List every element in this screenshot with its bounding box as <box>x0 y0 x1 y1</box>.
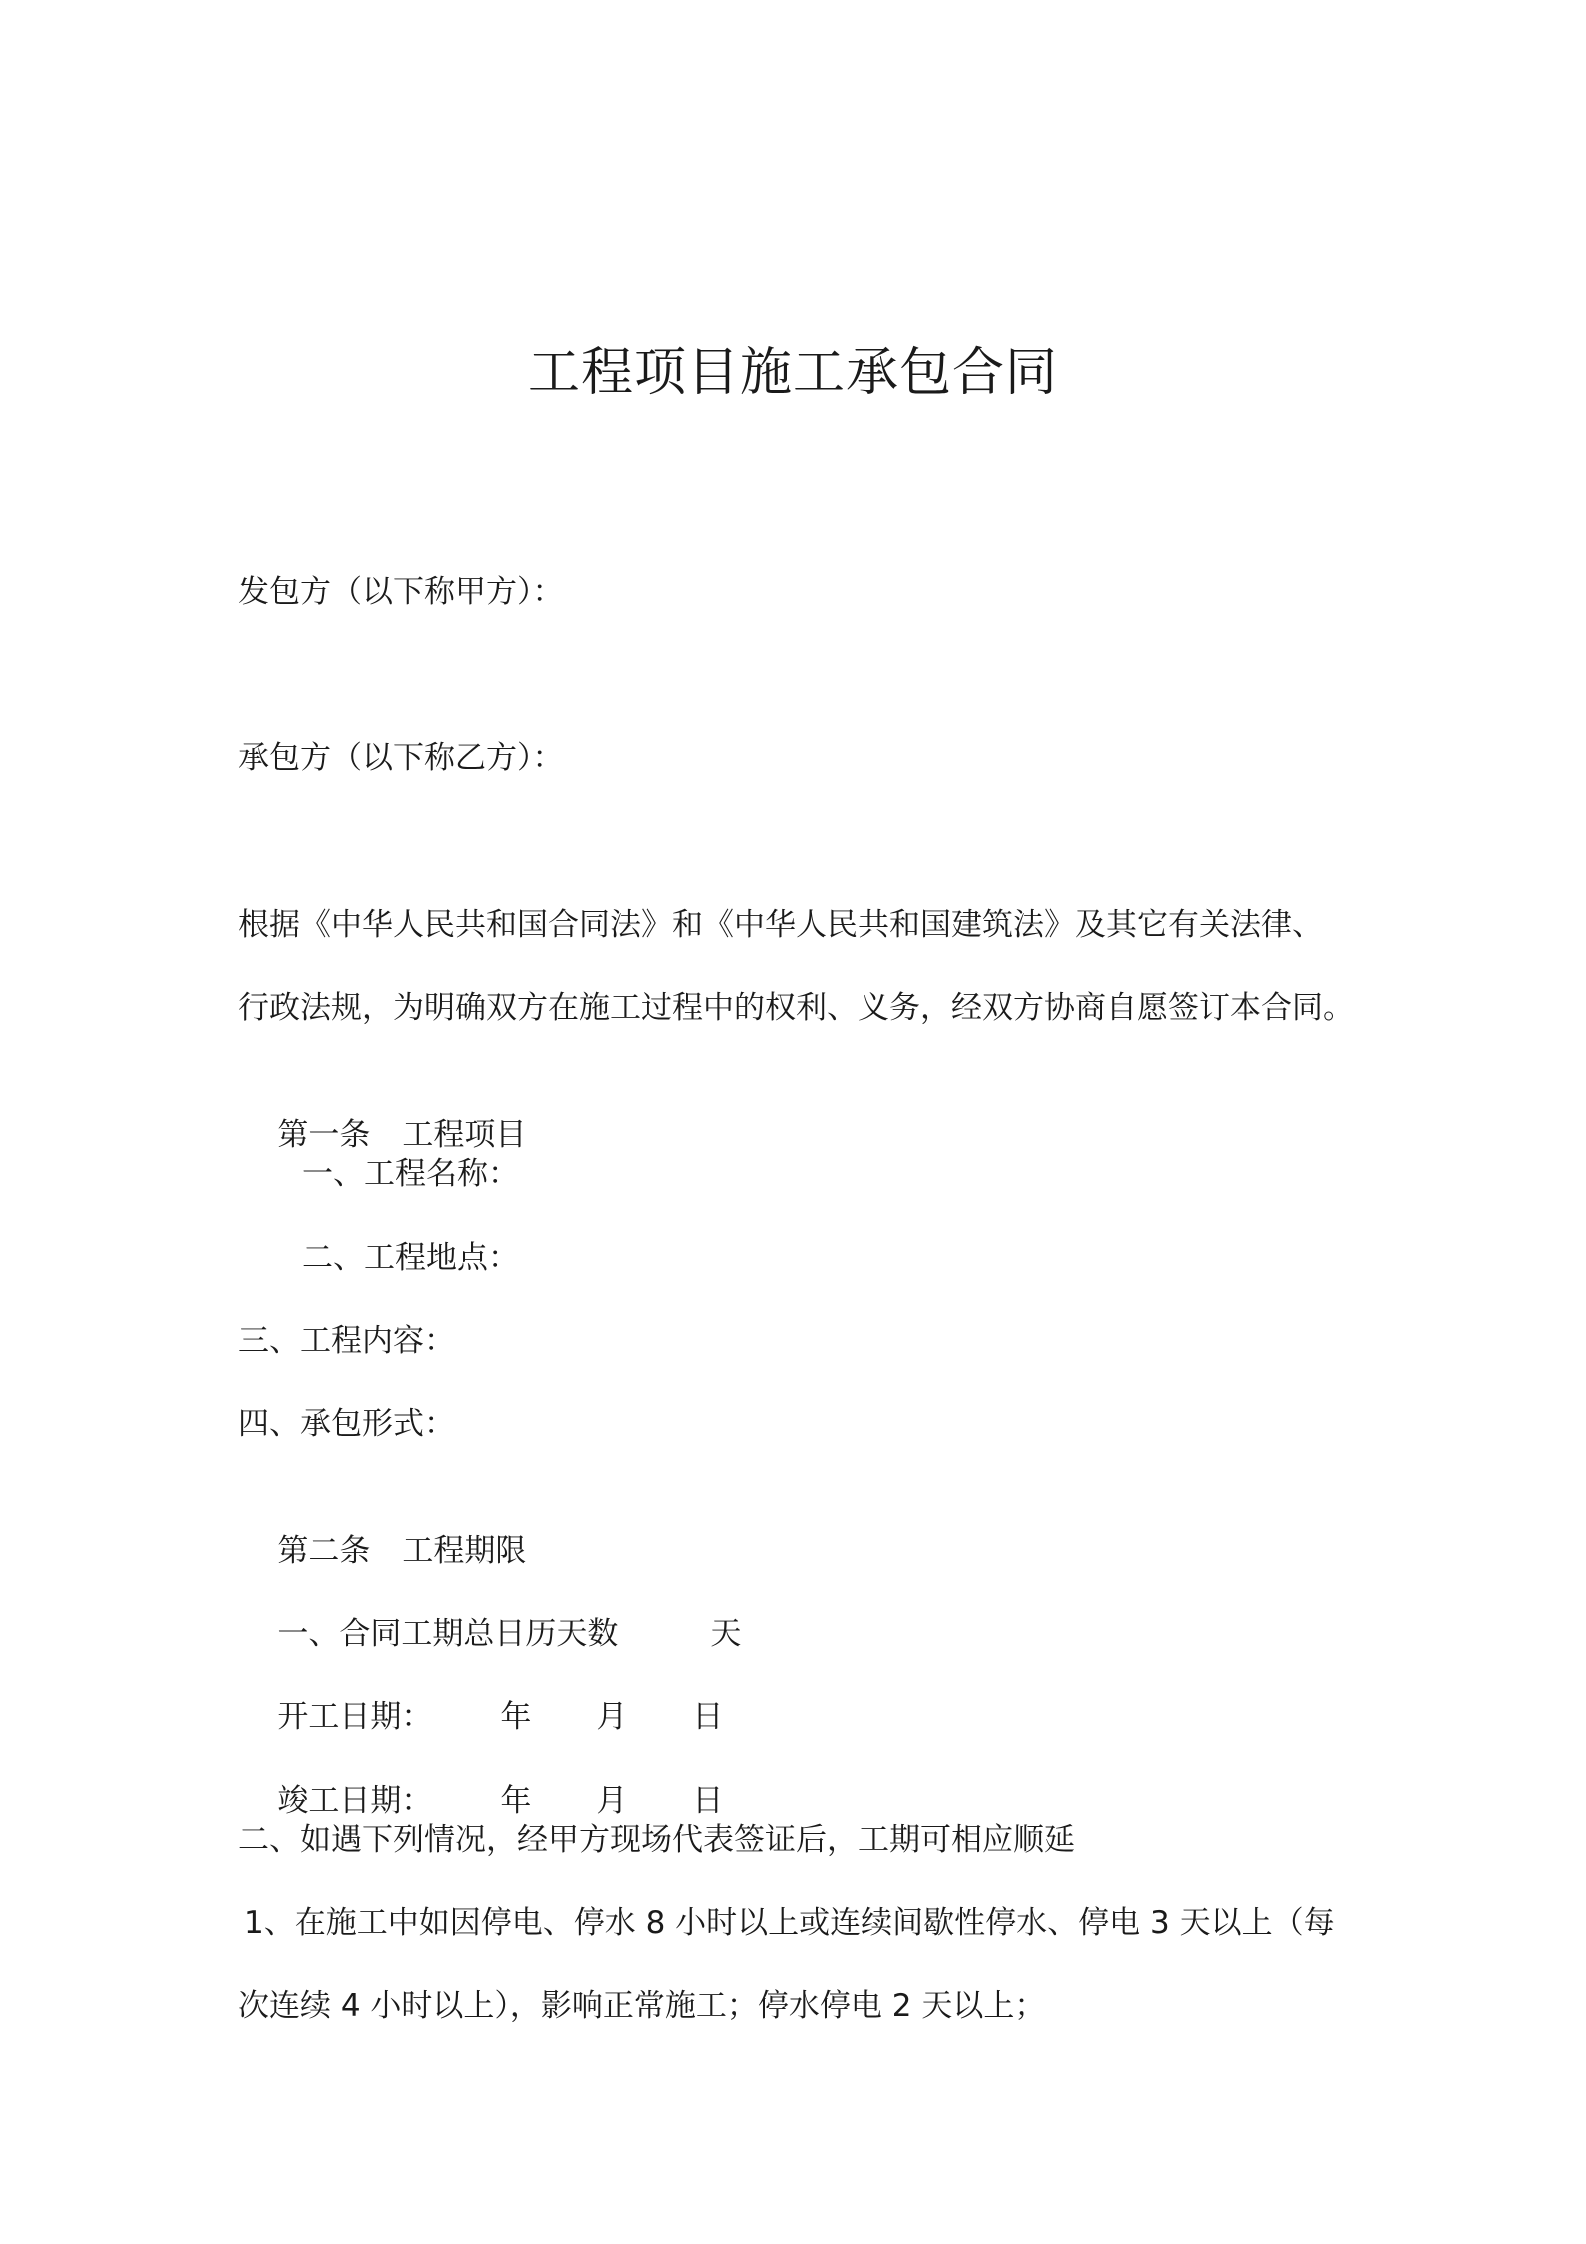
start-month: 月 <box>596 1699 628 1735</box>
document-title: 工程项目施工承包合同 <box>527 343 1058 403</box>
project-name-label: 一、工程名称： <box>302 1156 519 1192</box>
party-a-label: 发包方（以下称甲方）： <box>238 574 564 610</box>
article-2-number: 第二条 <box>277 1533 371 1569</box>
end-date-label: 竣工日期： <box>277 1783 433 1819</box>
extension-clause: 二、如遇下列情况，经甲方现场代表签证后，工期可相应顺延 <box>238 1822 1075 1858</box>
article-2-title: 工程期限 <box>402 1533 527 1569</box>
article-1-title: 工程项目 <box>402 1117 527 1153</box>
extension-item-1-line-1: 1、在施工中如因停电、停水 8 小时以上或连续间歇性停水、停电 3 天以上（每 <box>244 1905 1335 1941</box>
duration-label: 一、合同工期总日历天数 <box>277 1616 619 1652</box>
preamble-line-2: 行政法规，为明确双方在施工过程中的权利、义务，经双方协商自愿签订本合同。 <box>238 990 1354 1026</box>
end-year: 年 <box>500 1783 532 1819</box>
start-date-label: 开工日期： <box>277 1699 433 1735</box>
end-month: 月 <box>596 1783 628 1819</box>
start-day: 日 <box>692 1699 724 1735</box>
project-content-label: 三、工程内容： <box>238 1323 455 1359</box>
start-year: 年 <box>500 1699 532 1735</box>
end-day: 日 <box>692 1783 724 1819</box>
party-b-label: 承包方（以下称乙方）： <box>238 740 564 776</box>
extension-item-1-line-2: 次连续 4 小时以上），影响正常施工；停水停电 2 天以上； <box>238 1988 1046 2024</box>
preamble-line-1: 根据《中华人民共和国合同法》和《中华人民共和国建筑法》及其它有关法律、 <box>238 907 1323 943</box>
contract-form-label: 四、承包形式： <box>238 1406 455 1442</box>
article-1-number: 第一条 <box>277 1117 371 1153</box>
duration-unit: 天 <box>710 1616 742 1652</box>
project-location-label: 二、工程地点： <box>302 1240 519 1276</box>
